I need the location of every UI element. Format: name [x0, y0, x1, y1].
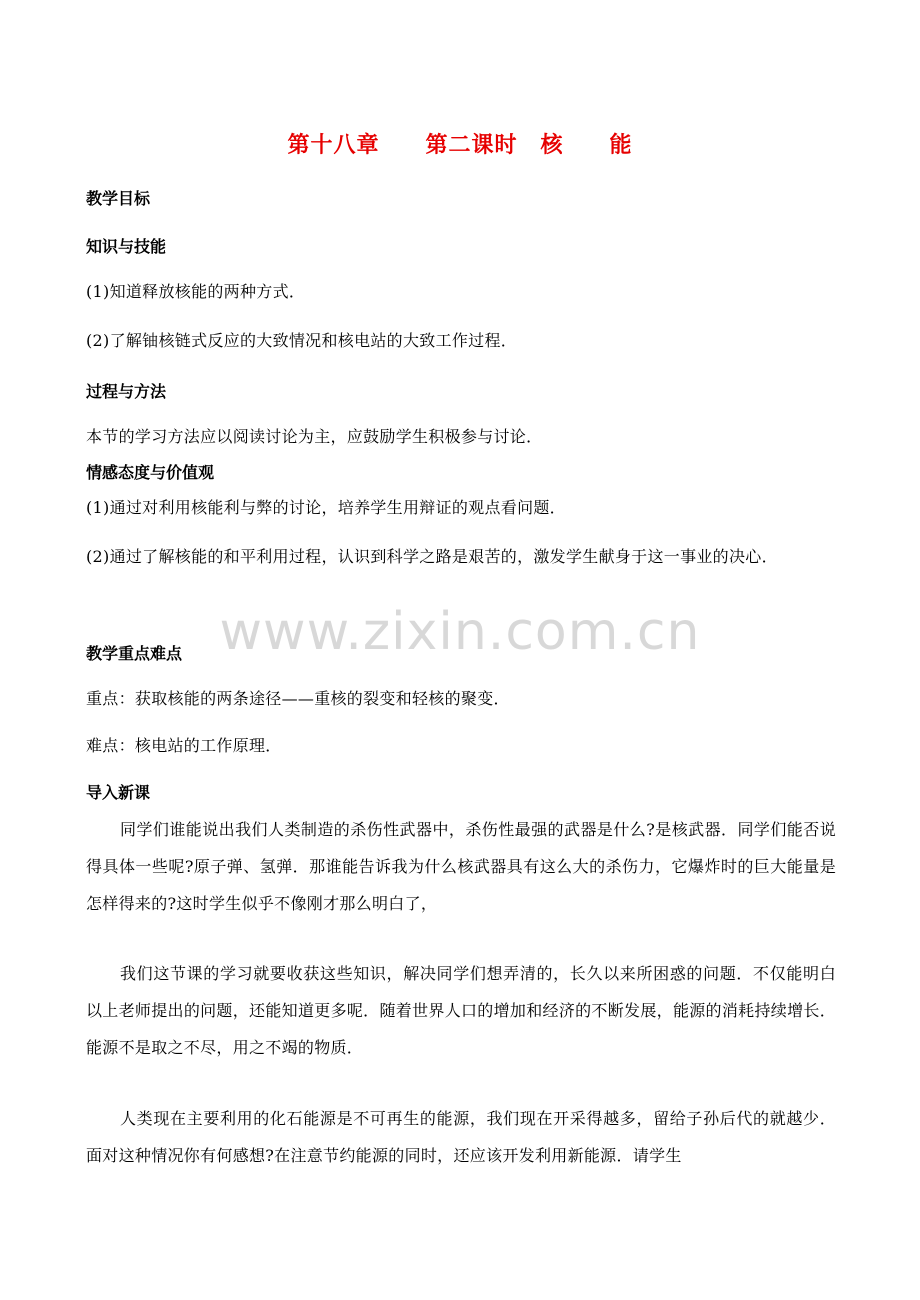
attitude-item-2: (2)通过了解核能的和平利用过程，认识到科学之路是艰苦的，激发学生献身于这一事业的决心．: [86, 547, 778, 566]
key-point-1: 重点：获取核能的两条途径——重核的裂变和轻核的聚变．: [86, 689, 510, 708]
intro-paragraph-1: 同学们谁能说出我们人类制造的杀伤性武器中，杀伤性最强的武器是什么?是核武器．同学们能否说得具体一些呢?原子弹、氢弹．那谁能告诉我为什么核武器具有这么大的杀伤力，它爆炸时的巨大能量是怎样得来的?这时学生似乎不像刚才那么明白了，: [86, 820, 836, 913]
knowledge-item-2: (2)了解铀核链式反应的大致情况和核电站的大致工作过程．: [86, 331, 518, 350]
knowledge-heading: 知识与技能: [86, 237, 167, 256]
knowledge-item-1: (1)知道释放核能的两种方式．: [86, 282, 306, 301]
process-item-1: 本节的学习方法应以阅读讨论为主，应鼓励学生积极参与讨论．: [86, 427, 543, 446]
process-heading: 过程与方法: [86, 382, 167, 401]
objectives-heading: 教学目标: [86, 189, 151, 208]
attitude-heading: 情感态度与价值观: [86, 463, 215, 482]
intro-paragraph-3: 人类现在主要利用的化石能源是不可再生的能源，我们现在开采得越多，留给子孙后代的就越少．面对这种情况你有何感想?在注意节约能源的同时，还应该开发利用新能源．请学生: [86, 1109, 836, 1165]
lesson-title: 第十八章 第二课时 核 能: [287, 132, 633, 158]
intro-heading: 导入新课: [86, 783, 151, 802]
intro-paragraph-2: 我们这节课的学习就要收获这些知识，解决同学们想弄清的，长久以来所困惑的问题．不仅能明白以上老师提出的问题，还能知道更多呢．随着世界人口的增加和经济的不断发展，能源的消耗持续增长．能源不是取之不尽，用之不竭的物质．: [86, 964, 836, 1057]
key-point-2: 难点：核电站的工作原理．: [86, 736, 282, 755]
key-points-heading: 教学重点难点: [86, 644, 183, 663]
watermark: www.zixin.com.cn: [219, 602, 701, 662]
attitude-item-1: (1)通过对利用核能利与弊的讨论，培养学生用辩证的观点看问题．: [86, 498, 566, 517]
